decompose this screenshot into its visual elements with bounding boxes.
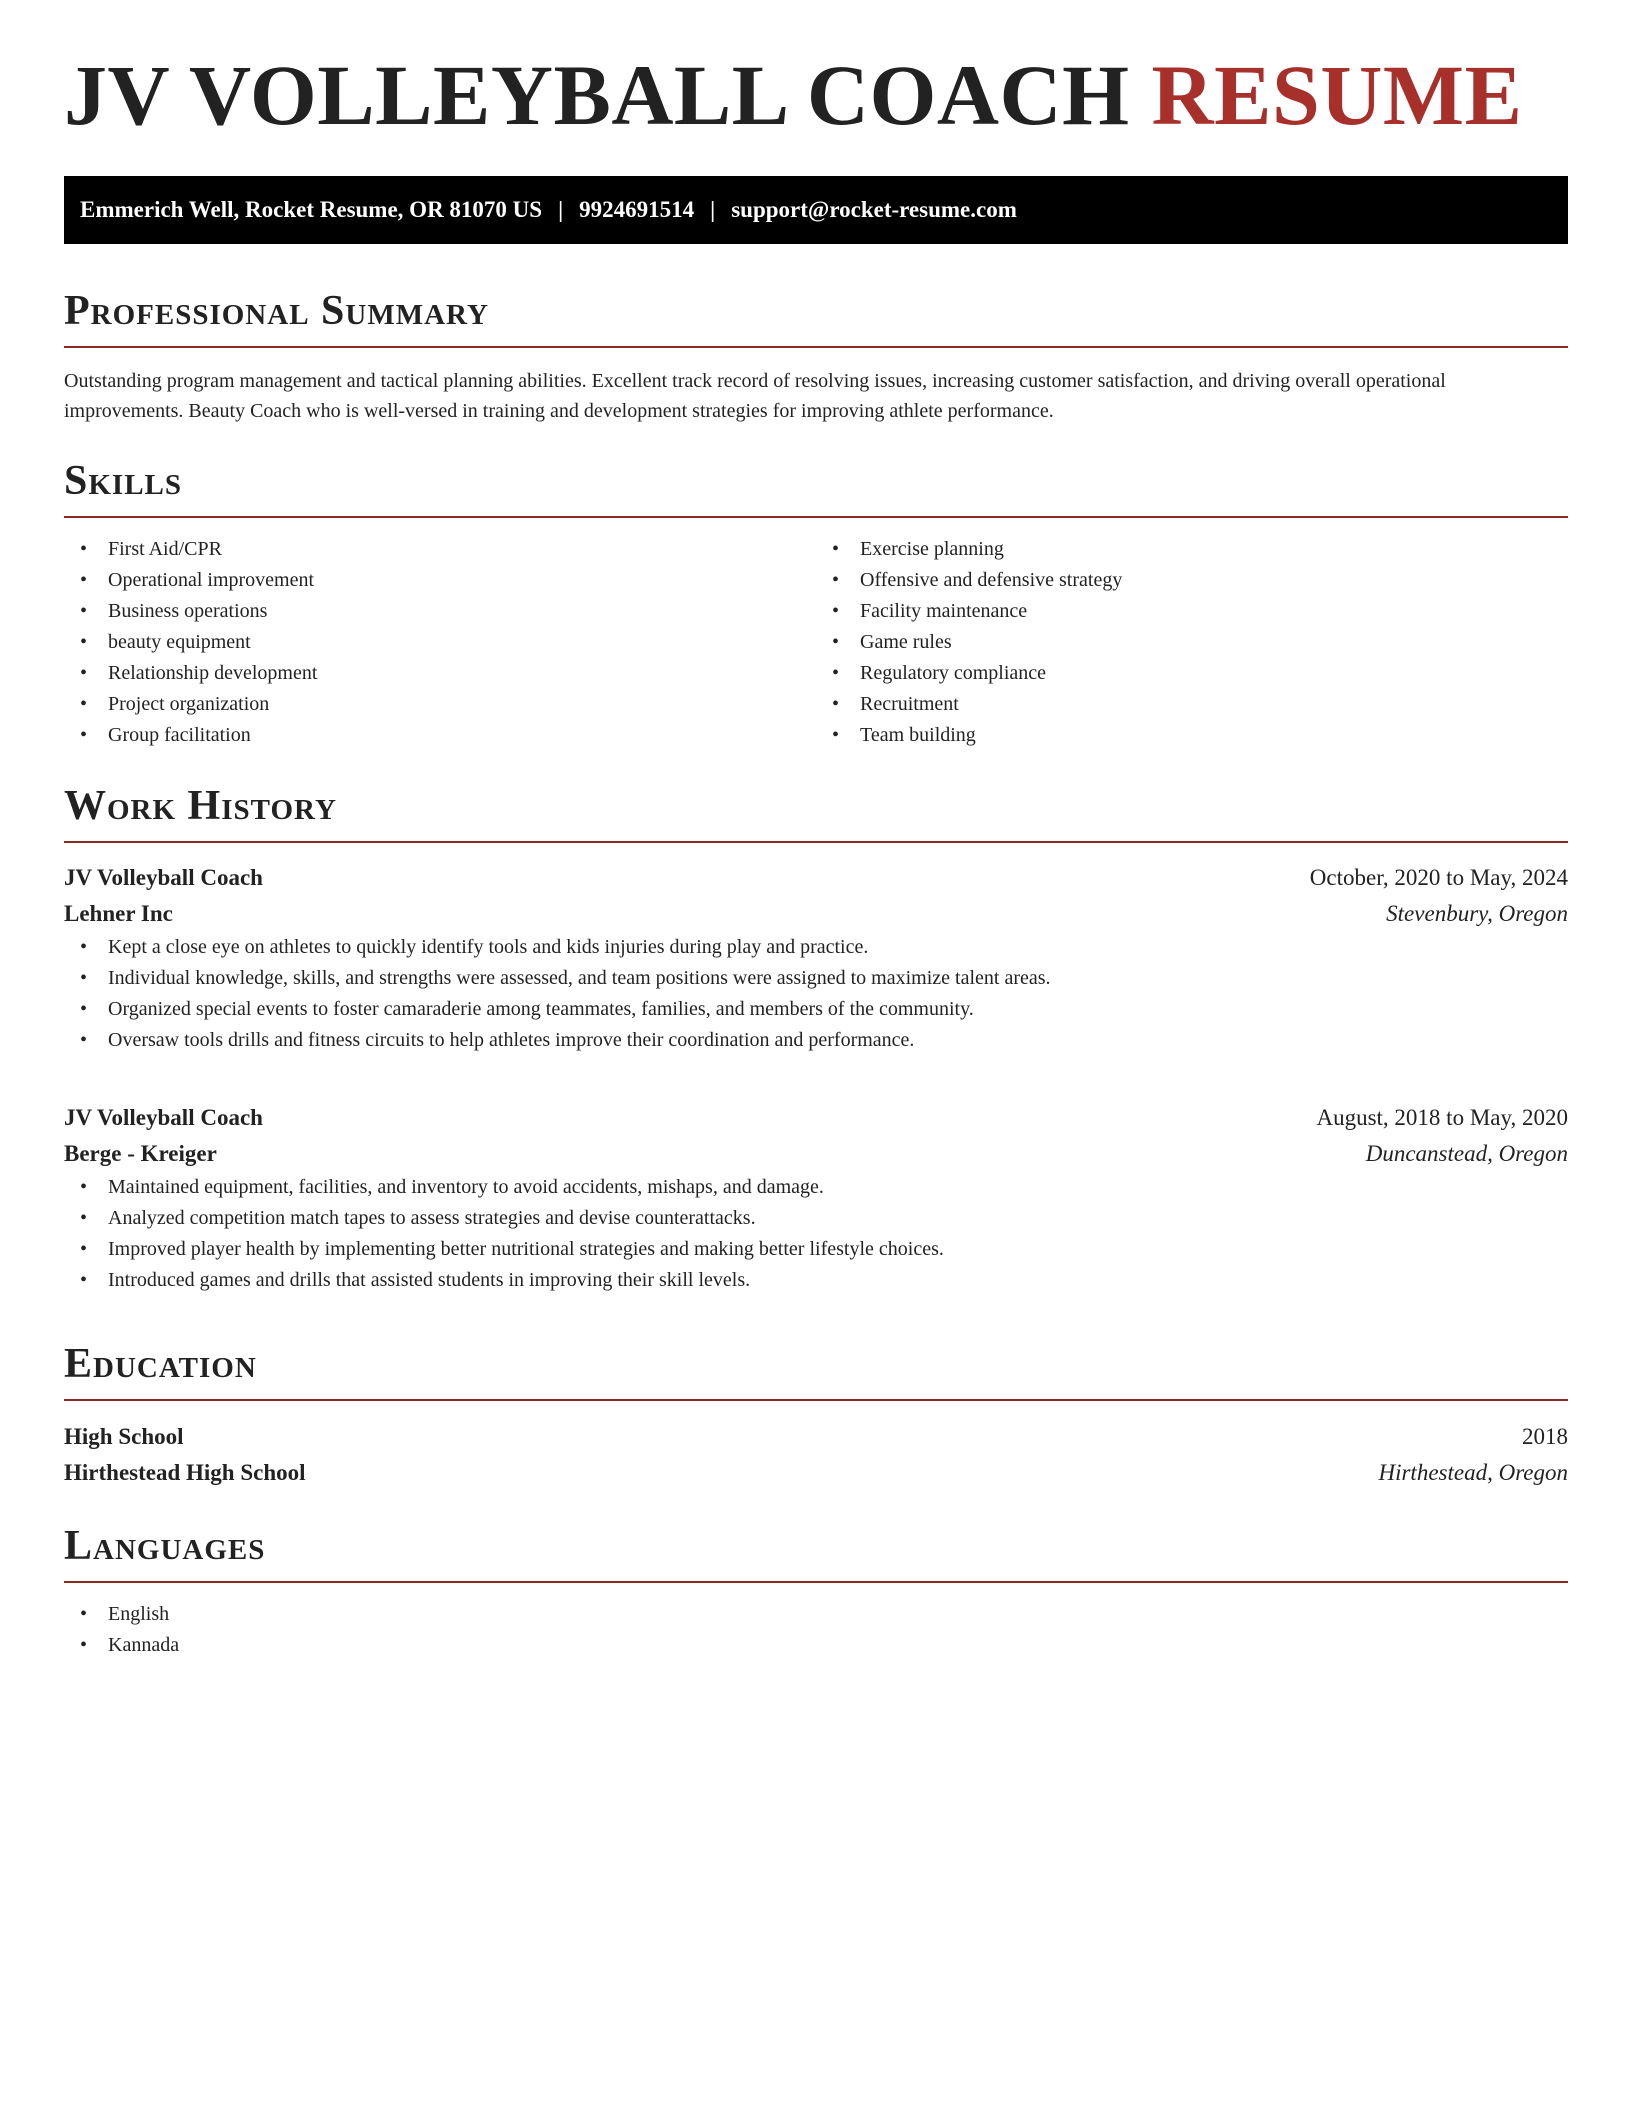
skill-item: • Group facilitation xyxy=(64,720,816,751)
skills-column-right xyxy=(816,534,1568,751)
skills-section xyxy=(64,460,1568,751)
skills-column-left xyxy=(64,534,816,751)
contact-separator: | xyxy=(558,197,564,222)
contact-phone: 9924691514 xyxy=(579,197,695,222)
job-location: Duncanstead, Oregon xyxy=(1365,1141,1568,1166)
job-entry xyxy=(64,860,1568,1056)
education-year: 2018 xyxy=(1522,1424,1568,1449)
job-duty-item: • Oversaw tools drills and fitness circuits to help athletes improve their coordination and performance. xyxy=(64,1025,1568,1056)
skill-item: • Regulatory compliance xyxy=(816,658,1568,689)
skill-item: • Operational improvement xyxy=(64,565,816,596)
contact-separator: | xyxy=(710,197,716,222)
job-duties xyxy=(64,932,1568,1056)
job-duty-item: • Maintained equipment, facilities, and inventory to avoid accidents, mishaps, and damage. xyxy=(64,1172,1568,1203)
work-history-section xyxy=(64,785,1568,843)
section-heading-languages: Languages xyxy=(64,1525,1568,1583)
job-header-row xyxy=(64,860,1568,896)
resume-title xyxy=(64,0,1568,143)
education-school: Hirthestead High School xyxy=(64,1460,306,1485)
job-dates: October, 2020 to May, 2024 xyxy=(1309,865,1568,890)
job-location: Stevenbury, Oregon xyxy=(1386,901,1568,926)
job-title: JV Volleyball Coach xyxy=(64,865,263,890)
education-school-row xyxy=(64,1455,1568,1491)
job-duty-item: • Individual knowledge, skills, and strengths were assessed, and team positions were assigned to maximize talent areas. xyxy=(64,963,1568,994)
job-duty-item: • Kept a close eye on athletes to quickly identify tools and kids injuries during play and practice. xyxy=(64,932,1568,963)
language-item: • Kannada xyxy=(64,1630,1568,1661)
job-duties xyxy=(64,1172,1568,1296)
section-heading-skills: Skills xyxy=(64,460,1568,518)
skill-item: • Game rules xyxy=(816,627,1568,658)
skill-item: • Business operations xyxy=(64,596,816,627)
job-company: Lehner Inc xyxy=(64,901,173,926)
skill-item: • Facility maintenance xyxy=(816,596,1568,627)
skill-item: • Recruitment xyxy=(816,689,1568,720)
job-title: JV Volleyball Coach xyxy=(64,1105,263,1130)
contact-bar xyxy=(64,176,1568,244)
job-header-row xyxy=(64,1100,1568,1136)
job-duty-item: • Improved player health by implementing better nutritional strategies and making better lifestyle choices. xyxy=(64,1234,1568,1265)
summary-text: Outstanding program management and tactical planning abilities. Excellent track record of resolving issues, increasing customer satisfaction, and driving overall operational improvements. Beauty Coach who is well-versed in training and development strategies for improving athlete performance. xyxy=(64,370,1446,422)
education-header-row xyxy=(64,1419,1568,1455)
language-item: • English xyxy=(64,1599,1568,1630)
job-dates: August, 2018 to May, 2020 xyxy=(1316,1105,1568,1130)
section-heading-education: Education xyxy=(64,1343,1568,1401)
languages-list xyxy=(64,1599,1568,1661)
contact-address: Emmerich Well, Rocket Resume, OR 81070 US xyxy=(80,197,543,222)
skill-item: • Offensive and defensive strategy xyxy=(816,565,1568,596)
education-degree: High School xyxy=(64,1424,184,1449)
summary-section xyxy=(64,290,1568,426)
section-heading-work-history: Work History xyxy=(64,785,1568,843)
title-accent: RESUME xyxy=(1151,47,1523,143)
skills-list xyxy=(64,534,1568,751)
job-duty-item: • Introduced games and drills that assisted students in improving their skill levels. xyxy=(64,1265,1568,1296)
contact-email: support@rocket-resume.com xyxy=(731,197,1017,222)
job-company-row xyxy=(64,1136,1568,1172)
languages-section xyxy=(64,1525,1568,1661)
skill-item: • Exercise planning xyxy=(816,534,1568,565)
section-heading-summary: Professional Summary xyxy=(64,290,1568,348)
skill-item: • Team building xyxy=(816,720,1568,751)
skill-item: • First Aid/CPR xyxy=(64,534,816,565)
education-location: Hirthestead, Oregon xyxy=(1378,1460,1568,1485)
job-company: Berge - Kreiger xyxy=(64,1141,217,1166)
skill-item: • Relationship development xyxy=(64,658,816,689)
education-section xyxy=(64,1343,1568,1491)
job-entry xyxy=(64,1100,1568,1296)
job-duty-item: • Organized special events to foster camaraderie among teammates, families, and members of the community. xyxy=(64,994,1568,1025)
job-company-row xyxy=(64,896,1568,932)
skill-item: • beauty equipment xyxy=(64,627,816,658)
job-duty-item: • Analyzed competition match tapes to assess strategies and devise counterattacks. xyxy=(64,1203,1568,1234)
skill-item: • Project organization xyxy=(64,689,816,720)
title-main: JV VOLLEYBALL COACH xyxy=(64,47,1130,143)
education-entry xyxy=(64,1419,1568,1491)
